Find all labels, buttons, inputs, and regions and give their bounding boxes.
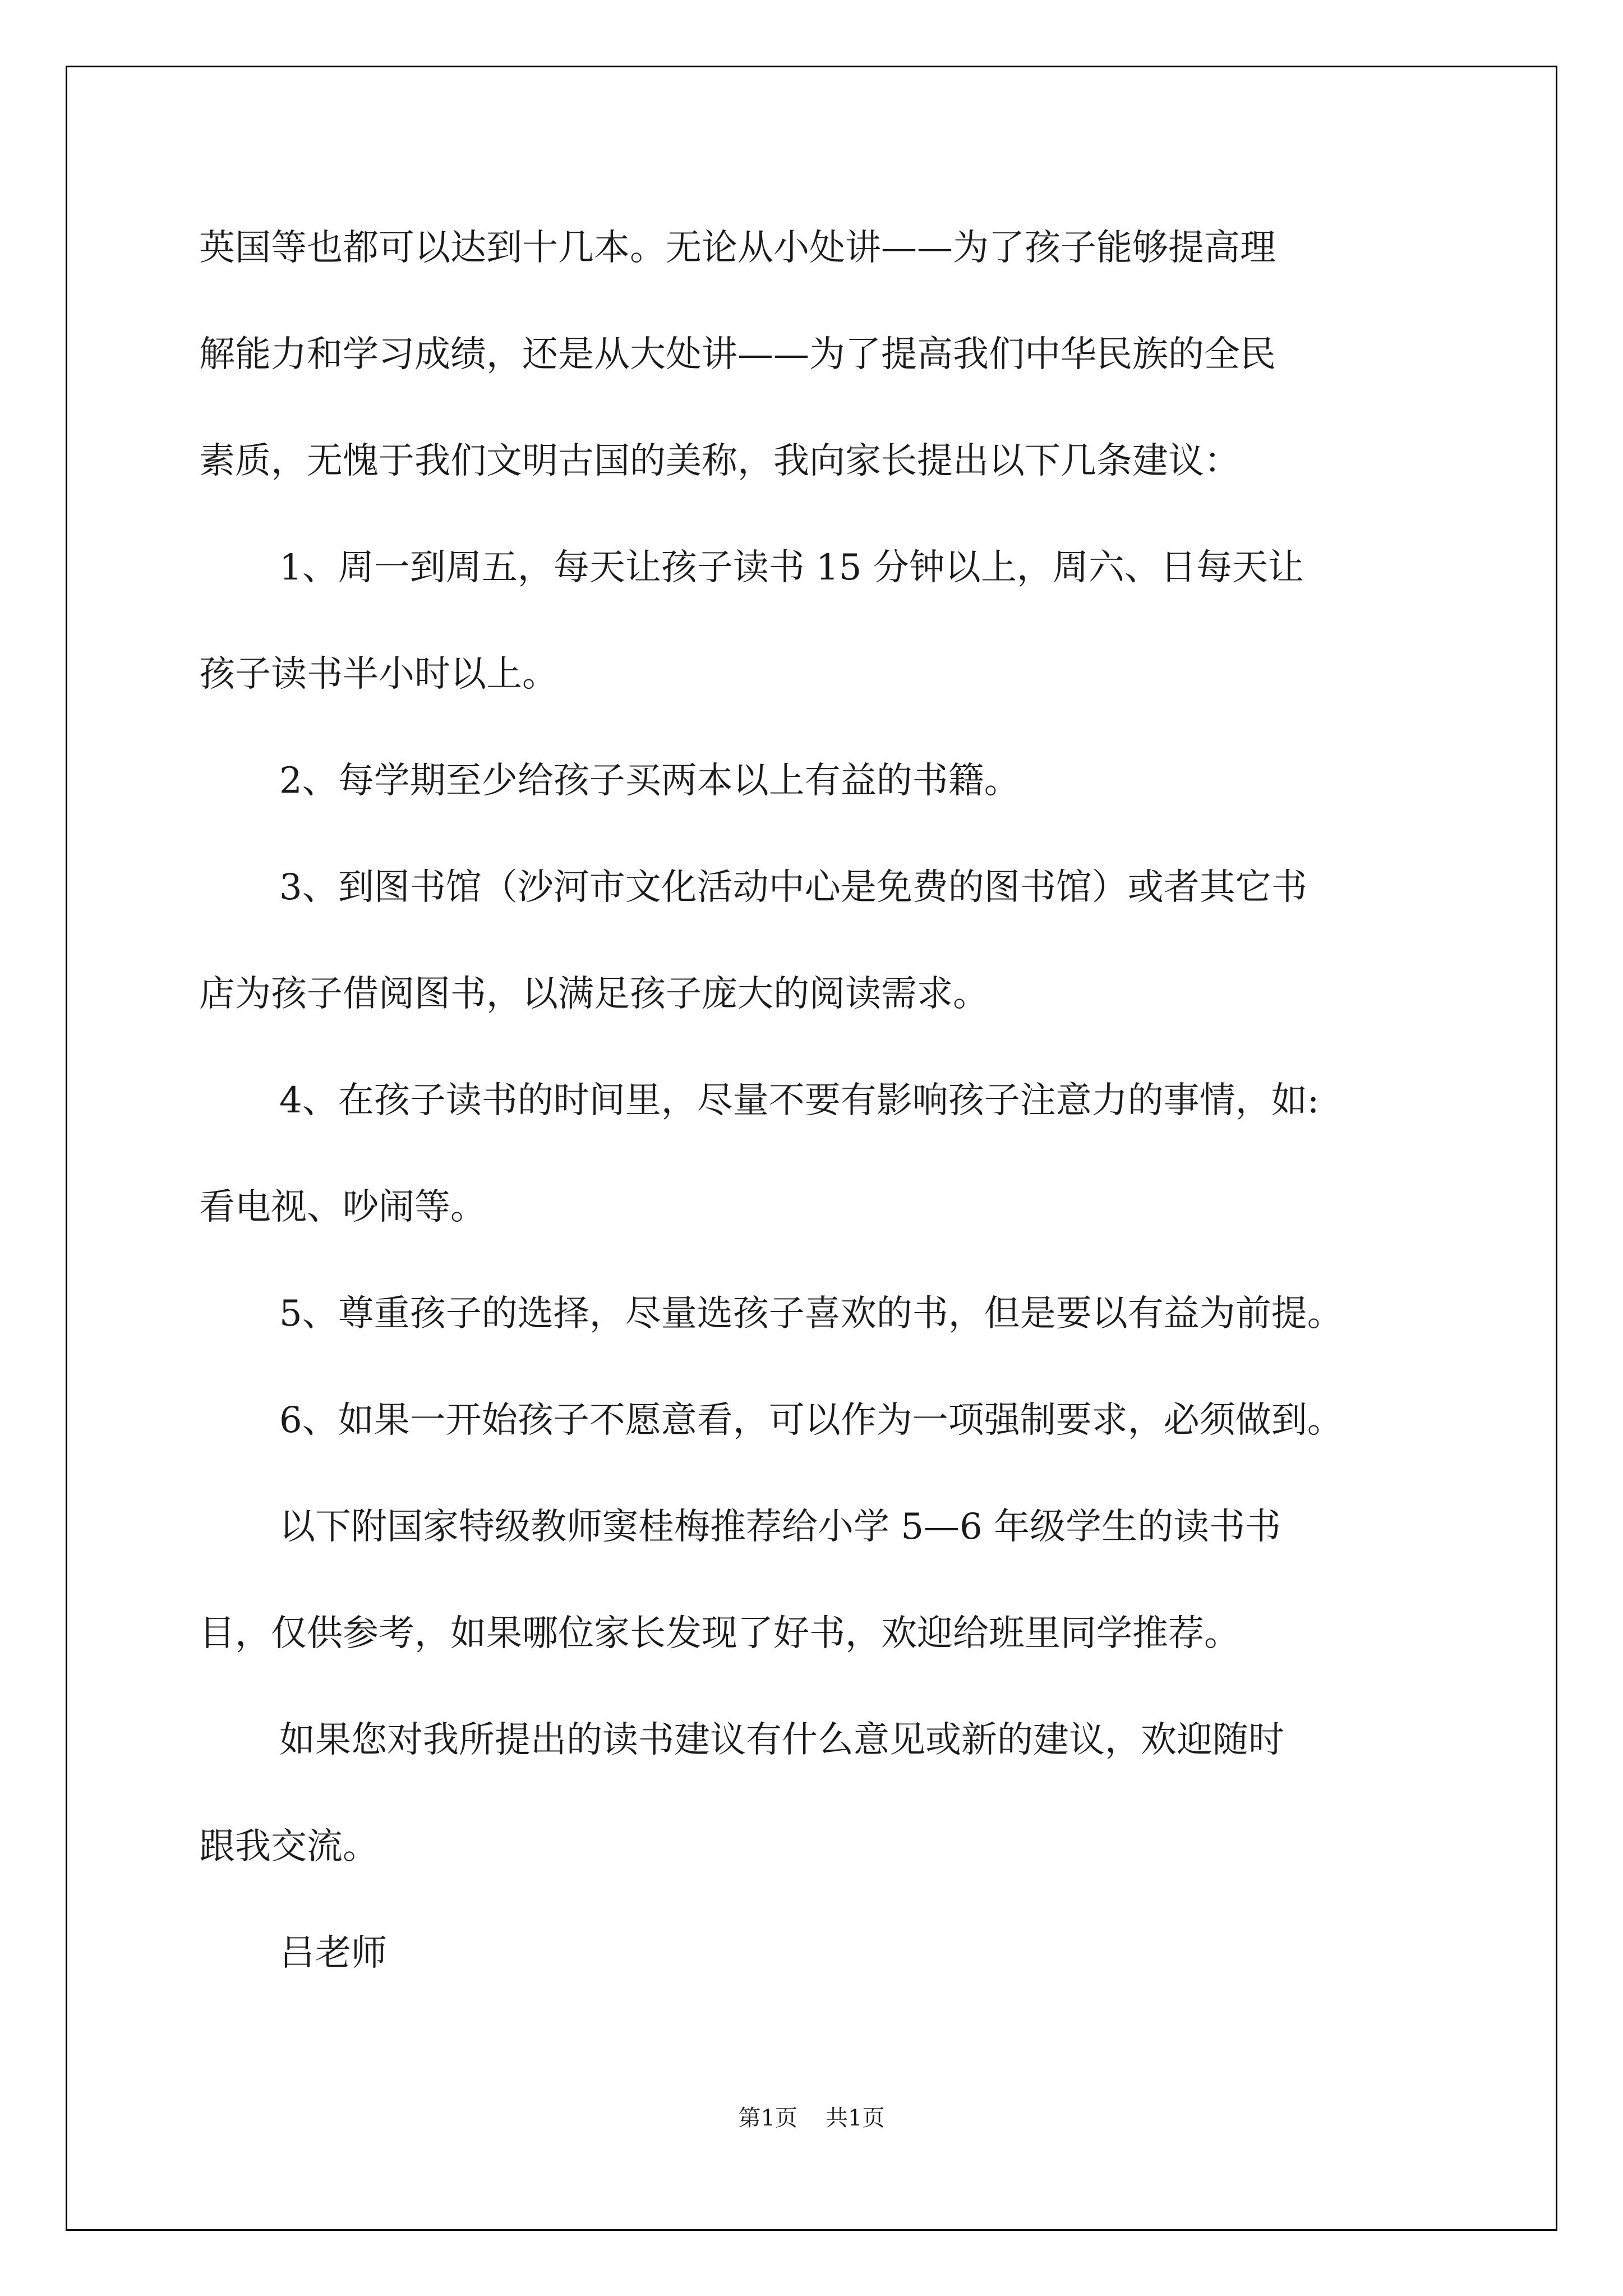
- page-border: [66, 66, 1557, 2231]
- paragraph-booklist: 以下附国家特级教师窦桂梅推荐给小学 5—6 年级学生的读书书: [279, 1506, 1281, 1548]
- text-line: 看电视、吵闹等。: [199, 1186, 486, 1228]
- text-line: 英国等也都可以达到十几本。无论从小处讲——为了孩子能够提高理: [199, 227, 1276, 269]
- paragraph-closing: 如果您对我所提出的读书建议有什么意见或新的建议，欢迎随时: [279, 1719, 1284, 1761]
- signature: 吕老师: [279, 1932, 387, 1974]
- list-item-6: 6、如果一开始孩子不愿意看，可以作为一项强制要求，必须做到。: [279, 1400, 1343, 1441]
- list-item-5: 5、尊重孩子的选择，尽量选孩子喜欢的书，但是要以有益为前提。: [279, 1293, 1343, 1335]
- text-line: 孩子读书半小时以上。: [199, 654, 558, 695]
- list-item-3: 3、到图书馆（沙河市文化活动中心是免费的图书馆）或者其它书: [279, 867, 1307, 908]
- list-item-4: 4、在孩子读书的时间里，尽量不要有影响孩子注意力的事情，如:: [279, 1080, 1320, 1121]
- page-number-current: 第1页: [738, 2105, 797, 2131]
- text-line: 目，仅供参考，如果哪位家长发现了好书，欢迎给班里同学推荐。: [199, 1613, 1240, 1654]
- page-number-total: 共1页: [826, 2105, 885, 2131]
- list-item-1: 1、周一到周五，每天让孩子读书 15 分钟以上，周六、日每天让: [279, 547, 1304, 588]
- text-line: 素质，无愧于我们文明古国的美称，我向家长提出以下几条建议：: [199, 440, 1240, 482]
- text-line: 跟我交流。: [199, 1826, 379, 1867]
- text-line: 解能力和学习成绩，还是从大处讲——为了提高我们中华民族的全民: [199, 334, 1276, 375]
- text-line: 店为孩子借阅图书，以满足孩子庞大的阅读需求。: [199, 973, 989, 1015]
- list-item-2: 2、每学期至少给孩子买两本以上有益的书籍。: [279, 760, 1020, 802]
- page-footer: [0, 2107, 1623, 2129]
